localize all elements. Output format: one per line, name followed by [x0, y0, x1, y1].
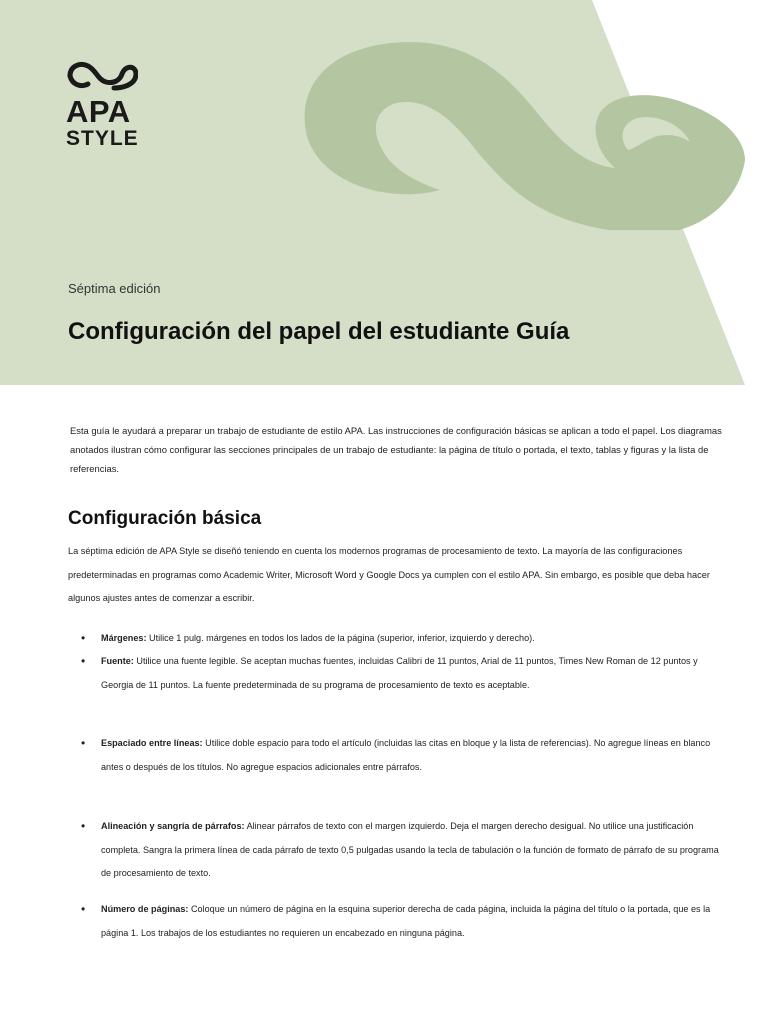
list-item-text: Coloque un número de página en la esquina superior derecha de cada página, incluida la página del título o la portada, que es la página 1. Los trabajos de los estudiantes no requieren un encabezado en ninguna página. — [101, 904, 711, 938]
list-item-label: Alineación y sangría de párrafos: — [101, 821, 245, 831]
swirl-logo-icon — [66, 58, 138, 92]
list-item-text: Alinear párrafos de texto con el margen izquierdo. Deja el margen derecho desigual. No utilice una justificación completa. Sangra la primera línea de cada párrafo de texto 0,5 pulgadas usando la tecla de tabulación o la función de formato de párrafo de su programa de procesamiento de texto. — [101, 821, 719, 878]
list-item-text: Utilice 1 pulg. márgenes en todos los lados de la página (superior, inferior, izquierdo y derecho). — [149, 633, 535, 643]
list-item-text: Utilice doble espacio para todo el artículo (incluidas las citas en bloque y la lista de referencias). No agregue líneas en blanco antes o después de los títulos. No agregue espacios adicionales entre párrafos. — [101, 738, 711, 772]
list-item-label: Número de páginas: — [101, 904, 189, 914]
basic-paragraph: La séptima edición de APA Style se diseñó teniendo en cuenta los modernos programas de procesamiento de texto. La mayoría de las configuraciones predeterminadas en programas como Academic Writer, Microsoft Word y Google Docs ya cumplen con el estilo APA. Sin embargo, es posible que deba hacer algunos ajustes antes de comenzar a escribir. — [68, 546, 710, 603]
document-title: Configuración del papel del estudiante Guía — [68, 318, 570, 345]
list-item-label: Márgenes: — [101, 633, 147, 643]
bullet-icon: • — [81, 819, 86, 833]
intro-paragraph: Esta guía le ayudará a preparar un trabajo de estudiante de estilo APA. Las instrucciones de configuración básicas se aplican a todo el papel. Los diagramas anotados ilustran cómo configurar las secciones principales de un trabajo de estudiante: la página de título o portada, el texto, tablas y figuras y la lista de referencias. — [70, 425, 722, 474]
bullet-icon: • — [81, 736, 86, 750]
list-item-text: Utilice una fuente legible. Se aceptan muchas fuentes, incluidas Calibri de 11 puntos, Arial de 11 puntos, Times New Roman de 12 puntos y Georgia de 11 puntos. La fuente predeterminada de su programa de procesamiento de texto es aceptable. — [101, 656, 698, 690]
logo-style-text: STYLE — [66, 127, 139, 150]
list-item-label: Fuente: — [101, 656, 134, 666]
edition-label: Séptima edición — [68, 281, 161, 296]
bullet-icon: • — [81, 902, 86, 916]
list-item-label: Espaciado entre líneas: — [101, 738, 203, 748]
apa-style-logo — [66, 58, 146, 149]
leaf-ornament-graphic — [290, 30, 760, 230]
section-heading-basic: Configuración básica — [68, 508, 262, 529]
logo-apa-text: APA — [66, 94, 131, 129]
bullet-icon: • — [81, 631, 86, 645]
bullet-icon: • — [81, 654, 86, 668]
